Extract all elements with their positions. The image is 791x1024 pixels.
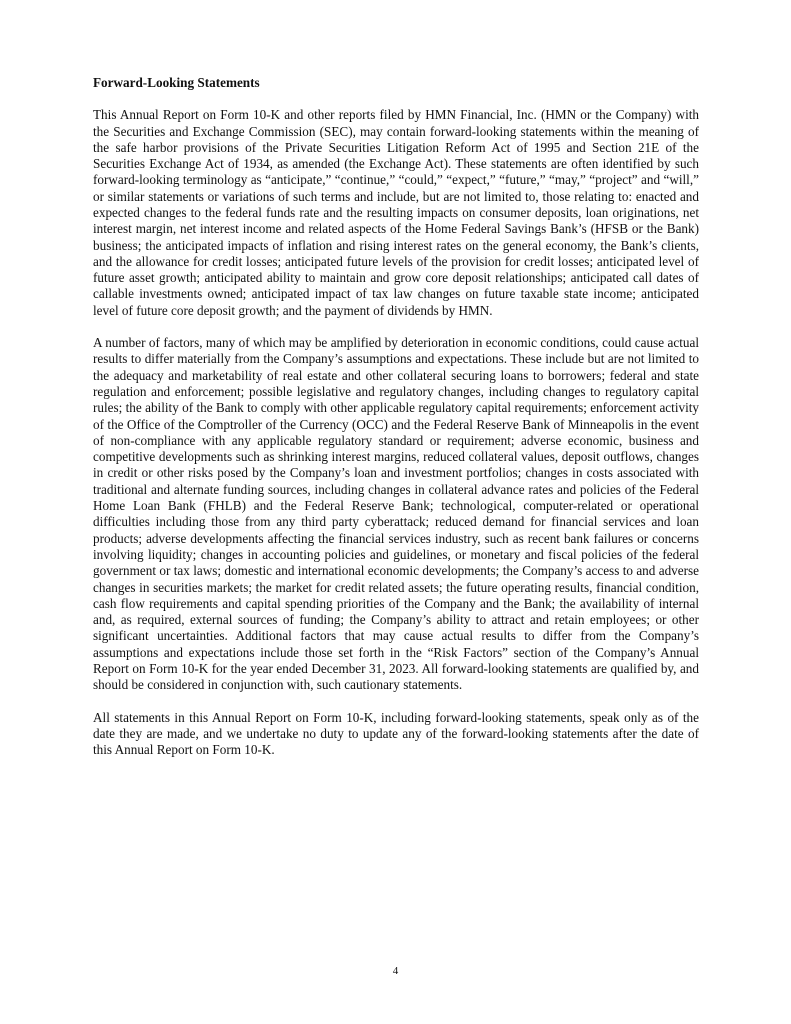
page-number: 4 [392, 965, 399, 977]
section-heading: Forward-Looking Statements [93, 75, 260, 90]
paragraph-risk-factors: A number of factors, many of which may be amplified by deterioration in economic conditions, could cause actual results to differ materially from the Company’s assumptions and expectations. These include but are not limited to the adequacy and marketability of real estate and other collateral securing loans to borrowers; federal and state regulation and enforcement; possible legislative and regulatory changes, including changes to regulatory capital rules; the ability of the Bank to comply with other applicable regulatory capital requirements; enforcement activity of the Office of the Comptroller of the Currency (OCC) and the Federal Reserve Bank of Minneapolis in the event of non-compliance with any applicable regulatory standard or requirement; adverse economic, business and competitive developments such as shrinking interest margins, reduced collateral values, deposit outflows, changes in credit or other risks posed by the Company’s loan and investment portfolios; changes in costs associated with traditional and alternate funding sources, including changes in collateral advance rates and policies of the Federal Home Loan Bank (FHLB) and the Federal Reserve Bank; technological, computer-related or operational difficulties including those from any third party cyberattack; reduced demand for financial services and loan products; adverse developments affecting the financial services industry, such as recent bank failures or concerns involving liquidity; changes in accounting policies and guidelines, or monetary and fiscal policies of the federal government or tax laws; domestic and international economic developments; the Company’s access to and adverse changes in securities markets; the market for credit related assets; the future operating results, financial condition, cash flow requirements and capital spending priorities of the Company and the Bank; the availability of internal and, as required, external sources of funding; the Company’s ability to attract and retain employees; or other significant uncertainties. Additional factors that may cause actual results to differ from the Company’s assumptions and expectations include those set forth in the “Risk Factors” section of the Company’s Annual Report on Form 10-K for the year ended December 31, 2023. All forward-looking statements are qualified by, and should be considered in conjunction with, such cautionary statements. [93, 335, 699, 693]
paragraph-statement-date: All statements in this Annual Report on Form 10-K, including forward-looking statements, speak only as of the date they are made, and we undertake no duty to update any of the forward-looking statements after the date of this Annual Report on Form 10-K. [93, 709, 699, 758]
page-content [93, 75, 699, 774]
paragraph-forward-looking-intro: This Annual Report on Form 10-K and other reports filed by HMN Financial, Inc. (HMN or the Company) with the Securities and Exchange Commission (SEC), may contain forward-looking statements within the meaning of the safe harbor provisions of the Private Securities Litigation Reform Act of 1995 and Section 21E of the Securities Exchange Act of 1934, as amended (the Exchange Act). These statements are often identified by such forward-looking terminology as “anticipate,” “continue,” “could,” “expect,” “future,” “may,” “project” and “will,” or similar statements or variations of such terms and include, but are not limited to, those relating to: enacted and expected changes to the federal funds rate and the resulting impacts on consumer deposits, loan originations, net interest margin, net interest income and related aspects of the Home Federal Savings Bank’s (HFSB or the Bank) business; the anticipated impacts of inflation and rising interest rates on the general economy, the Bank’s clients, and the allowance for credit losses; anticipated future levels of the provision for credit losses; anticipated level of future asset growth; anticipated ability to maintain and grow core deposit relationships; anticipated call dates of callable investments owned; anticipated impact of tax law changes on future taxable state income; anticipated level of future core deposit growth; and the payment of dividends by HMN. [93, 107, 699, 318]
